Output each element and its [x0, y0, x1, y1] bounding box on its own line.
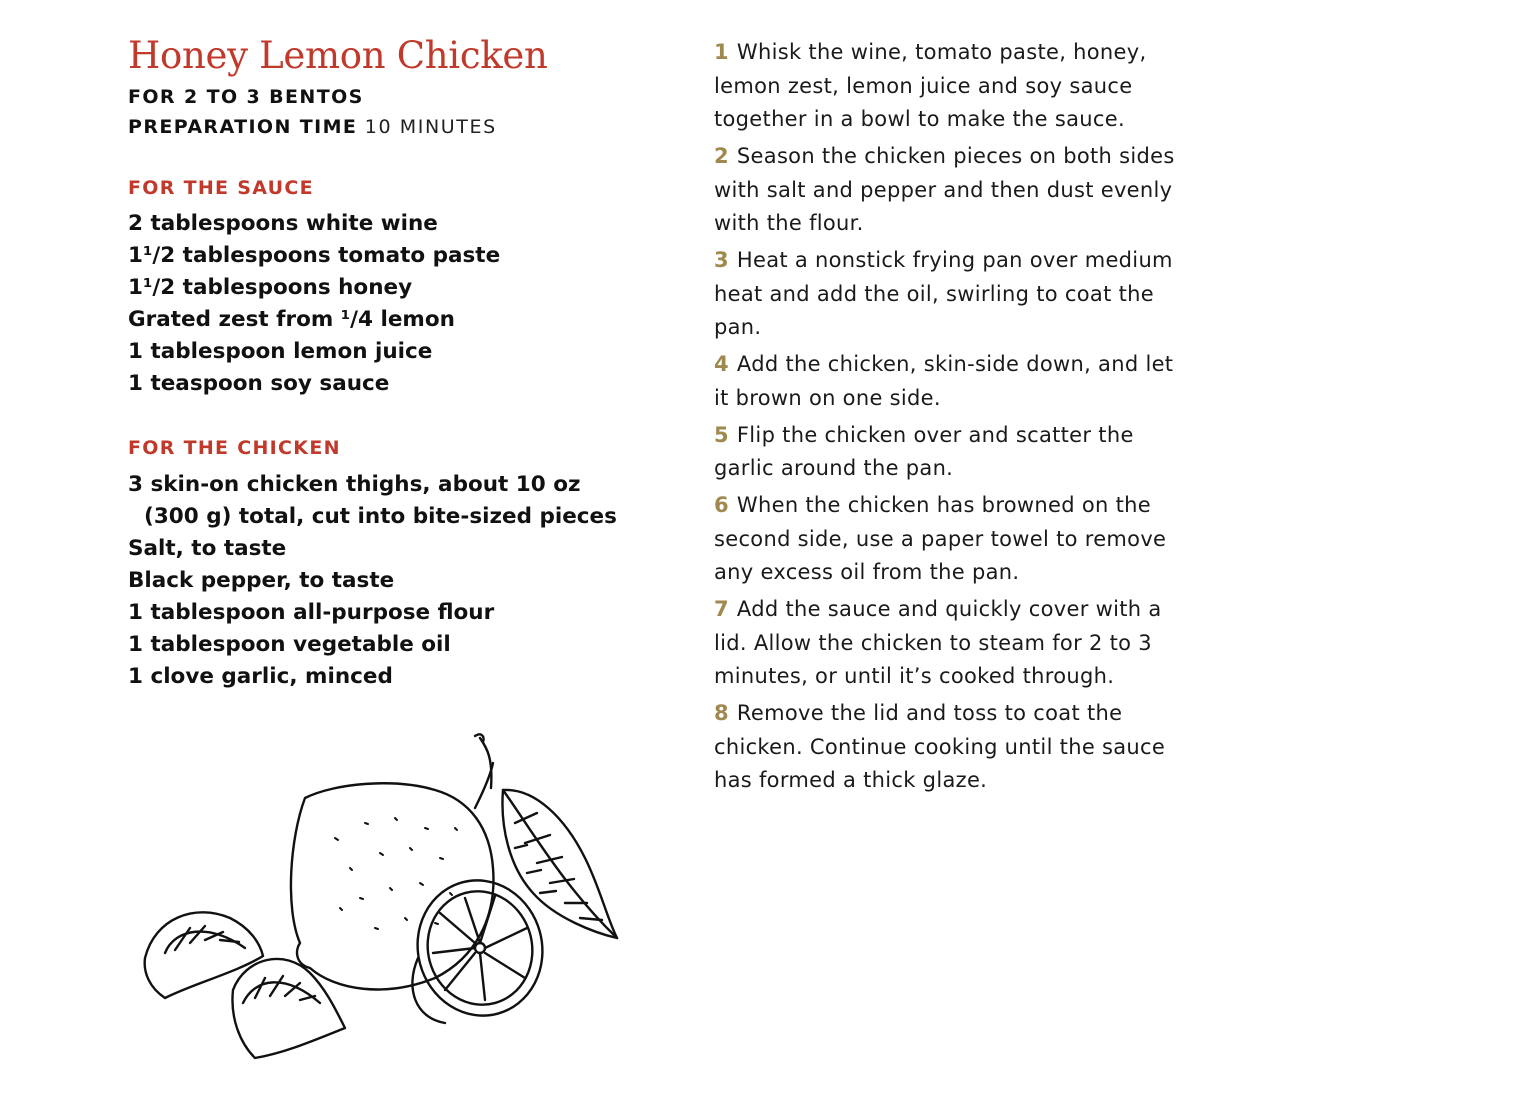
step-text: heat and add the oil, swirling to coat the — [714, 281, 1154, 306]
step-text: pan. — [714, 315, 762, 339]
chicken-heading: FOR THE CHICKEN — [128, 437, 341, 459]
method-column — [714, 36, 1234, 801]
step-item — [714, 244, 1234, 345]
ingredient-item: 1 tablespoon lemon juice — [128, 339, 433, 364]
step-item — [714, 36, 1234, 137]
step-text: has formed a thick glaze. — [714, 768, 988, 792]
step-text: lid. Allow the chicken to steam for 2 to 3 — [714, 630, 1152, 655]
step-text: lemon zest, lemon juice and soy sauce — [714, 73, 1133, 98]
sauce-heading: FOR THE SAUCE — [128, 177, 314, 199]
step-text: together in a bowl to make the sauce. — [714, 107, 1125, 131]
prep-time-value: 10 MINUTES — [364, 116, 497, 138]
lemon-half-icon — [403, 866, 558, 1029]
whole-lemon-icon — [291, 734, 494, 989]
step-text: Flip the chicken over and scatter the — [736, 422, 1134, 447]
step-text: When the chicken has browned on the — [736, 493, 1151, 517]
ingredient-item: 1 clove garlic, minced — [128, 664, 393, 689]
step-text: Season the chicken pieces on both sides — [736, 144, 1175, 168]
step-item — [714, 593, 1234, 694]
ingredient-item: 1 teaspoon soy sauce — [128, 371, 390, 396]
step-text: minutes, or until it’s cooked through. — [714, 664, 1115, 688]
step-text: with salt and pepper and then dust evenly — [714, 177, 1173, 202]
ingredient-item: 2 tablespoons white wine — [128, 211, 438, 236]
recipe-title: Honey Lemon Chicken — [128, 34, 548, 77]
ingredient-item: 1¹/2 tablespoons tomato paste — [128, 243, 501, 268]
ingredient-item-continued: (300 g) total, cut into bite-sized pieces — [144, 504, 617, 529]
step-text: it brown on one side. — [714, 385, 941, 410]
step-text: Heat a nonstick frying pan over medium — [736, 248, 1173, 272]
servings-label: FOR 2 TO 3 BENTOS — [128, 86, 364, 108]
ingredient-item: 1 tablespoon all-purpose flour — [128, 600, 495, 625]
leaf-icon — [502, 790, 617, 938]
ingredient-item: Grated zest from ¹/4 lemon — [128, 307, 455, 332]
step-text: garlic around the pan. — [714, 456, 954, 480]
method-steps — [714, 36, 1234, 798]
step-text: second side, use a paper towel to remove — [714, 526, 1167, 551]
ingredient-item: 3 skin-on chicken thighs, about 10 oz — [128, 472, 581, 497]
ingredient-item: 1 tablespoon vegetable oil — [128, 632, 451, 657]
step-text: with the flour. — [714, 211, 864, 235]
step-number: 1 — [714, 40, 729, 64]
step-number: 4 — [714, 352, 729, 376]
step-number: 5 — [714, 422, 729, 447]
step-item — [714, 140, 1234, 241]
ingredient-item: 1¹/2 tablespoons honey — [128, 275, 413, 300]
step-text: Remove the lid and toss to coat the — [736, 701, 1123, 725]
step-item — [714, 489, 1234, 590]
sauce-ingredient-list — [128, 208, 648, 400]
prep-time-label: PREPARATION TIME — [128, 116, 358, 138]
lemon-illustration — [135, 728, 625, 1068]
step-item — [714, 697, 1234, 798]
ingredient-item: Black pepper, to taste — [128, 568, 395, 593]
step-number: 2 — [714, 144, 729, 168]
prep-time — [128, 112, 648, 142]
chicken-ingredient-list — [128, 469, 648, 693]
step-number: 3 — [714, 248, 729, 272]
servings — [128, 82, 648, 112]
step-text: Whisk the wine, tomato paste, honey, — [736, 40, 1147, 64]
step-number: 6 — [714, 493, 729, 517]
step-item — [714, 419, 1234, 486]
lemon-wedge-icon — [145, 912, 345, 1058]
step-text: any excess oil from the pan. — [714, 560, 1020, 584]
ingredient-item: Salt, to taste — [128, 536, 287, 561]
step-number: 8 — [714, 701, 729, 725]
step-text: Add the chicken, skin-side down, and let — [736, 352, 1174, 376]
step-text: Add the sauce and quickly cover with a — [736, 597, 1162, 621]
step-item — [714, 348, 1234, 415]
step-number: 7 — [714, 597, 729, 621]
step-text: chicken. Continue cooking until the sauce — [714, 734, 1166, 759]
ingredients-column — [128, 30, 648, 693]
